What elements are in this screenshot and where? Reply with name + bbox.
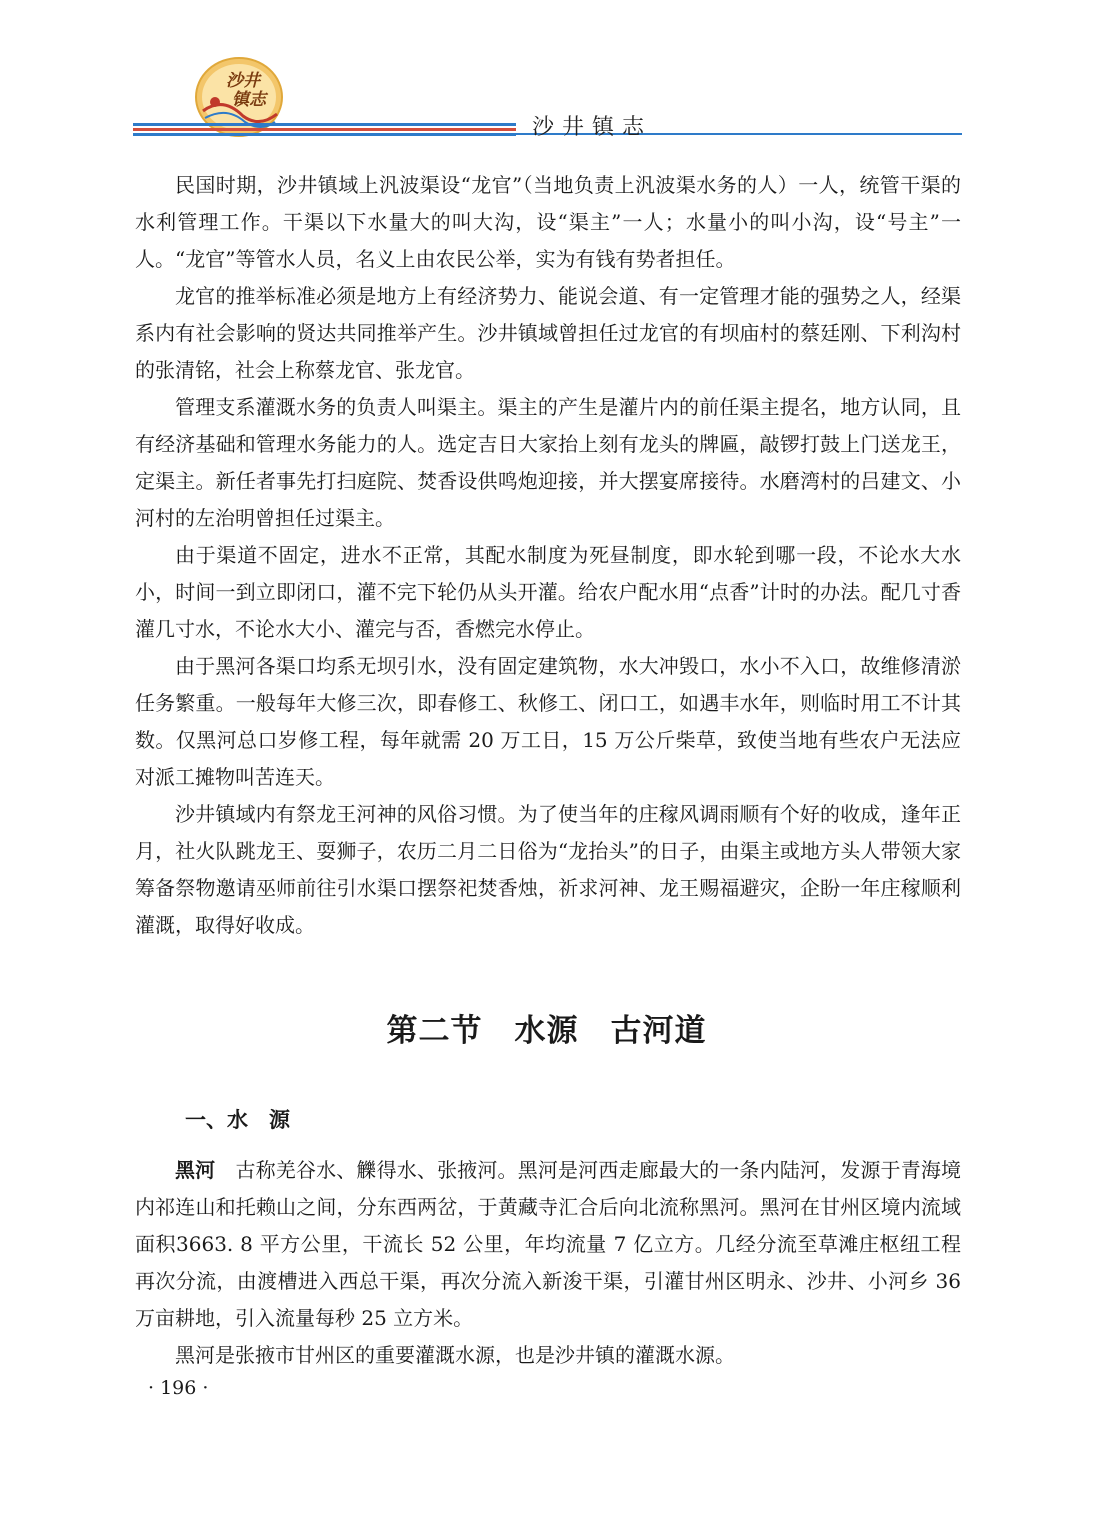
paragraph: 龙官的推举标准必须是地方上有经济势力、能说会道、有一定管理才能的强势之人，经渠系内有社会影响的贤达共同推举产生。沙井镇域曾担任过龙官的有坝庙村的蔡廷刚、下利沟村的张清铭，社会上称蔡龙官、张龙官。 bbox=[135, 284, 961, 382]
paragraph-lead-term: 黑河 bbox=[175, 1158, 216, 1182]
subsection-heading: 一、水 源 bbox=[185, 1108, 290, 1132]
body-text-bottom bbox=[135, 1152, 961, 1374]
header-rule-blue-lower bbox=[133, 133, 516, 136]
paragraph: 沙井镇域内有祭龙王河神的风俗习惯。为了使当年的庄稼风调雨顺有个好的收成，逢年正月，社火队跳龙王、耍狮子，农历二月二日俗为“龙抬头”的日子，由渠主或地方头人带领大家筹备祭物邀请巫师前往引水渠口摆祭祀焚香烛，祈求河神、龙王赐福避灾，企盼一年庄稼顺利灌溉，取得好收成。 bbox=[135, 802, 961, 937]
paragraph: 黑河是张掖市甘州区的重要灌溉水源，也是沙井镇的灌溉水源。 bbox=[175, 1343, 735, 1367]
logo-text-line1: 沙井 bbox=[226, 71, 260, 91]
logo-text-line2: 镇志 bbox=[232, 90, 266, 110]
paragraph-heihe bbox=[135, 1152, 961, 1337]
section-title: 第二节 水源 古河道 bbox=[386, 1013, 707, 1049]
body-text-top bbox=[135, 167, 961, 944]
header-rule-red bbox=[133, 128, 516, 131]
paragraph: 由于黑河各渠口均系无坝引水，没有固定建筑物，水大冲毁口，水小不入口，故维修清淤任务繁重。一般每年大修三次，即春修工、秋修工、闭口工，如遇丰水年，则临时用工不计其数。仅黑河总口岁修工程，每年就需 20 万工日，15 万公斤柴草，致使当地有些农户无法应对派工摊物叫苦连天。 bbox=[135, 654, 961, 789]
paragraph: 管理支系灌溉水务的负责人叫渠主。渠主的产生是灌片内的前任渠主提名，地方认同，且有经济基础和管理水务能力的人。选定吉日大家抬上刻有龙头的牌匾，敲锣打鼓上门送龙王，定渠主。新任者事先打扫庭院、焚香设供鸣炮迎接，并大摆宴席接待。水磨湾村的吕建文、小河村的左治明曾担任过渠主。 bbox=[135, 395, 961, 530]
page-number: · 196 · bbox=[148, 1377, 209, 1399]
paragraph: 民国时期，沙井镇域上汎波渠设“龙官”（当地负责上汎波渠水务的人）一人，统管干渠的水利管理工作。干渠以下水量大的叫大沟，设“渠主”一人；水量小的叫小沟，设“号主”一人。“龙官”等管水人员，名义上由农民公举，实为有钱有势者担任。 bbox=[135, 173, 961, 271]
paragraph-body: 古称羌谷水、觻得水、张掖河。黑河是河西走廊最大的一条内陆河，发源于青海境内祁连山和托赖山之间，分东西两岔，于黄藏寺汇合后向北流称黑河。黑河在甘州区境内流域面积3663. 8 平方公里，干流长 52 公里，年均流量 7 亿立方。几经分流至草滩庄枢纽工程再次分流，由渡槽进入西总干渠，再次分流入新浚干渠，引灌甘州区明永、沙井、小河乡 36 万亩耕地，引入流量每秒 25 立方米。 bbox=[135, 1158, 962, 1330]
paragraph: 由于渠道不固定，进水不正常，其配水制度为死昼制度，即水轮到哪一段，不论水大水小，时间一到立即闭口，灌不完下轮仍从头开灌。给农户配水用“点香”计时的办法。配几寸香灌几寸水，不论水大小、灌完与否，香燃完水停止。 bbox=[135, 543, 961, 641]
header-rule-blue bbox=[133, 123, 516, 126]
running-header-title: 沙井镇志 bbox=[532, 115, 653, 140]
